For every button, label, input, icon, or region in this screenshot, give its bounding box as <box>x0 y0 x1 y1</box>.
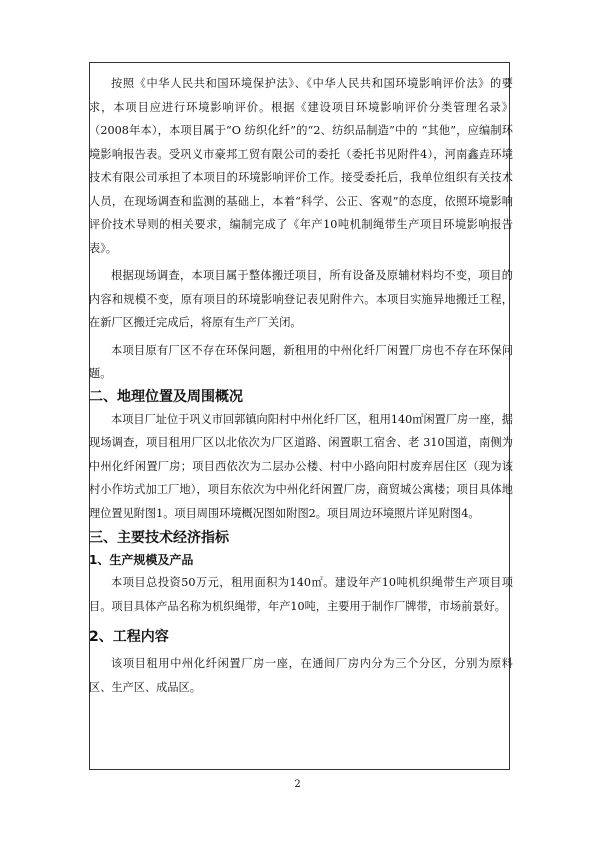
page-number: 2 <box>294 779 301 790</box>
document-body <box>89 72 513 699</box>
subsection-heading-scale: 1、生产规模及产品 <box>89 553 194 567</box>
section-heading-location: 二、地理位置及周围概况 <box>89 388 243 405</box>
intro-paragraph-3: 本项目原有厂区不存在环保问题，新租用的中州化纤厂闲置厂房也不存在环保问题。 <box>89 343 513 380</box>
subsection-heading-engineering: 2、工程内容 <box>89 629 169 645</box>
intro-paragraph-1: 按照《中华人民共和国环境保护法》、《中华人民共和国环境影响评价法》的要求，本项目应进行环境影响评价。根据《建设项目环境影响评价分类管理名录》（2008年本），本项目属于“O 纺织化纤”的“2、纺织品制造”中的 “其他”，应编制环境影响报告表。受巩义市豪邦工贸有限公司的委托（委托书见附件4），河南鑫垚环境技术有限公司承担了本项目的环境影响评价工作。接受委托后，我单位组织有关技术人员，在现场调查和监测的基础上，本着“科学、公正、客观”的态度，依照环境影响评价技术导则的相关要求，编制完成了《年产10吨机制绳带生产项目环境影响报告表》。 <box>89 77 513 255</box>
section-heading-indicators: 三、主要技术经济指标 <box>89 530 229 546</box>
intro-paragraph-2: 根据现场调查，本项目属于整体搬迁项目，所有设备及原辅材料均不变，项目的内容和规模不变，原有项目的环境影响登记表见附件六。本项目实施异地搬迁工程，在新厂区搬迁完成后，将原有生产厂关闭。 <box>89 269 513 329</box>
scale-paragraph: 本项目总投资50万元，租用面积为140㎡。建设年产10吨机织绳带生产项目项目。项目具体产品名称为机织绳带，年产10吨，主要用于制作厂牌带，市场前景好。 <box>89 576 513 613</box>
engineering-paragraph: 该项目租用中州化纤闲置厂房一座，在通间厂房内分为三个分区，分别为原料区、生产区、成品区。 <box>89 657 513 694</box>
location-paragraph: 本项目厂址位于巩义市回郭镇向阳村中州化纤厂区，租用140㎡闲置厂房一座，据现场调查，项目租用厂区以北依次为厂区道路、闲置职工宿舍、老 310国道，南侧为中州化纤闲置厂房；项目西依次为二层办公楼、村中小路向阳村废弃居住区（现为该村小作坊式加工厂地），项目东依次为中州化纤闲置厂房，商贸城公寓楼；项目具体地理位置见附图1。项目周围环境概况图如附图2。项目周边环境照片详见附图4。 <box>89 412 513 520</box>
